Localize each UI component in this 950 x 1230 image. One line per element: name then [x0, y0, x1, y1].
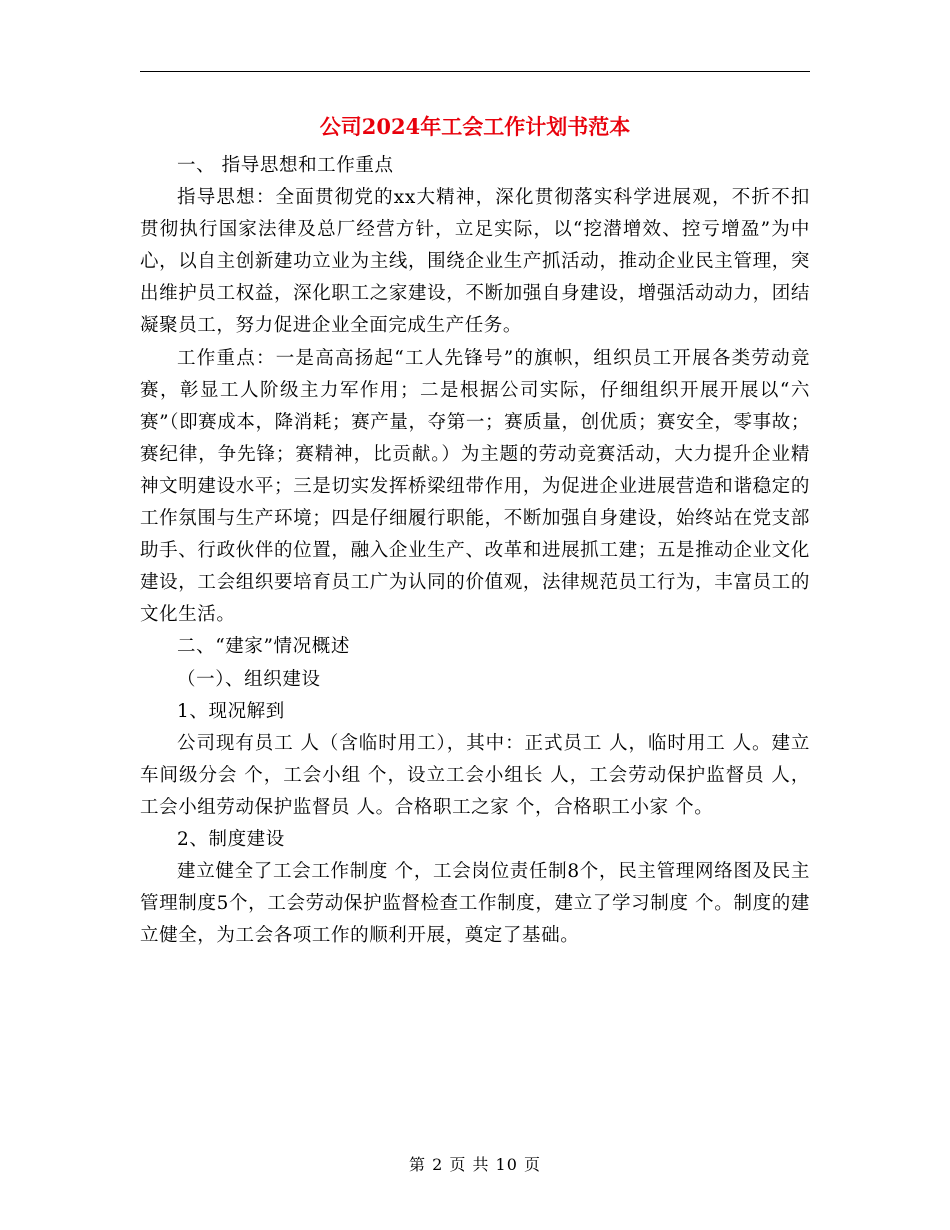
page-footer: 第 2 页 共 10 页	[409, 1155, 541, 1174]
item-heading-system: 2、制度建设	[177, 828, 285, 850]
paragraph-staff-status: 公司现有员工 人（含临时用工），其中：正式员工 人，临时用工 人。建立车间级分会 个，工会小组 个，设立工会小组长 人，工会劳动保护监督员 人，工会小组劳动保护监督员 人。合格职工之家 个，合格职工小家 个。	[140, 732, 810, 818]
subsection-heading-organization: （一）、组织建设	[177, 668, 321, 690]
paragraph-work-focus: 工作重点：一是高高扬起“工人先锋号”的旗帜，组织员工开展各类劳动竞赛，彰显工人阶级主力军作用；二是根据公司实际，仔细组织开展开展以“六赛”（即赛成本，降消耗；赛产量，夺第一；赛质量，创优质；赛安全，零事故；赛纪律，争先锋；赛精神，比贡献。）为主题的劳动竞赛活动，大力提升企业精神文明建设水平；三是切实发挥桥梁纽带作用，为促进企业进展营造和谐稳定的工作氛围与生产环境；四是仔细履行职能，不断加强自身建设，始终站在党支部助手、行政伙伴的位置，融入企业生产、改革和进展抓工建；五是推动企业文化建设，工会组织要培育员工广为认同的价值观，法律规范员工行为，丰富员工的文化生活。	[140, 347, 810, 626]
document-body	[140, 150, 810, 952]
section-heading-1: 一、 指导思想和工作重点	[177, 155, 394, 176]
section-heading-2: 二、“建家”情况概述	[177, 636, 350, 658]
paragraph-guiding-ideology: 指导思想：全面贯彻党的xx大精神，深化贯彻落实科学进展观，不折不扣贯彻执行国家法律及总厂经营方针，立足实际，以“挖潜增效、控亏增盈”为中心，以自主创新建功立业为主线，围绕企业生产抓活动，推动企业民主管理，突出维护员工权益，深化职工之家建设，不断加强自身建设，增强活动动力，团结凝聚员工，努力促进企业全面完成生产任务。	[140, 187, 810, 337]
paragraph-system-building: 建立健全了工会工作制度 个，工会岗位责任制8个，民主管理网络图及民主管理制度5个，工会劳动保护监督检查工作制度，建立了学习制度 个。制度的建立健全，为工会各项工作的顺利开展，奠定了基础。	[140, 861, 810, 947]
document-title: 公司2024年工会工作计划书范本	[319, 114, 631, 139]
item-heading-status: 1、现况解到	[177, 700, 285, 722]
header-rule	[140, 71, 810, 72]
